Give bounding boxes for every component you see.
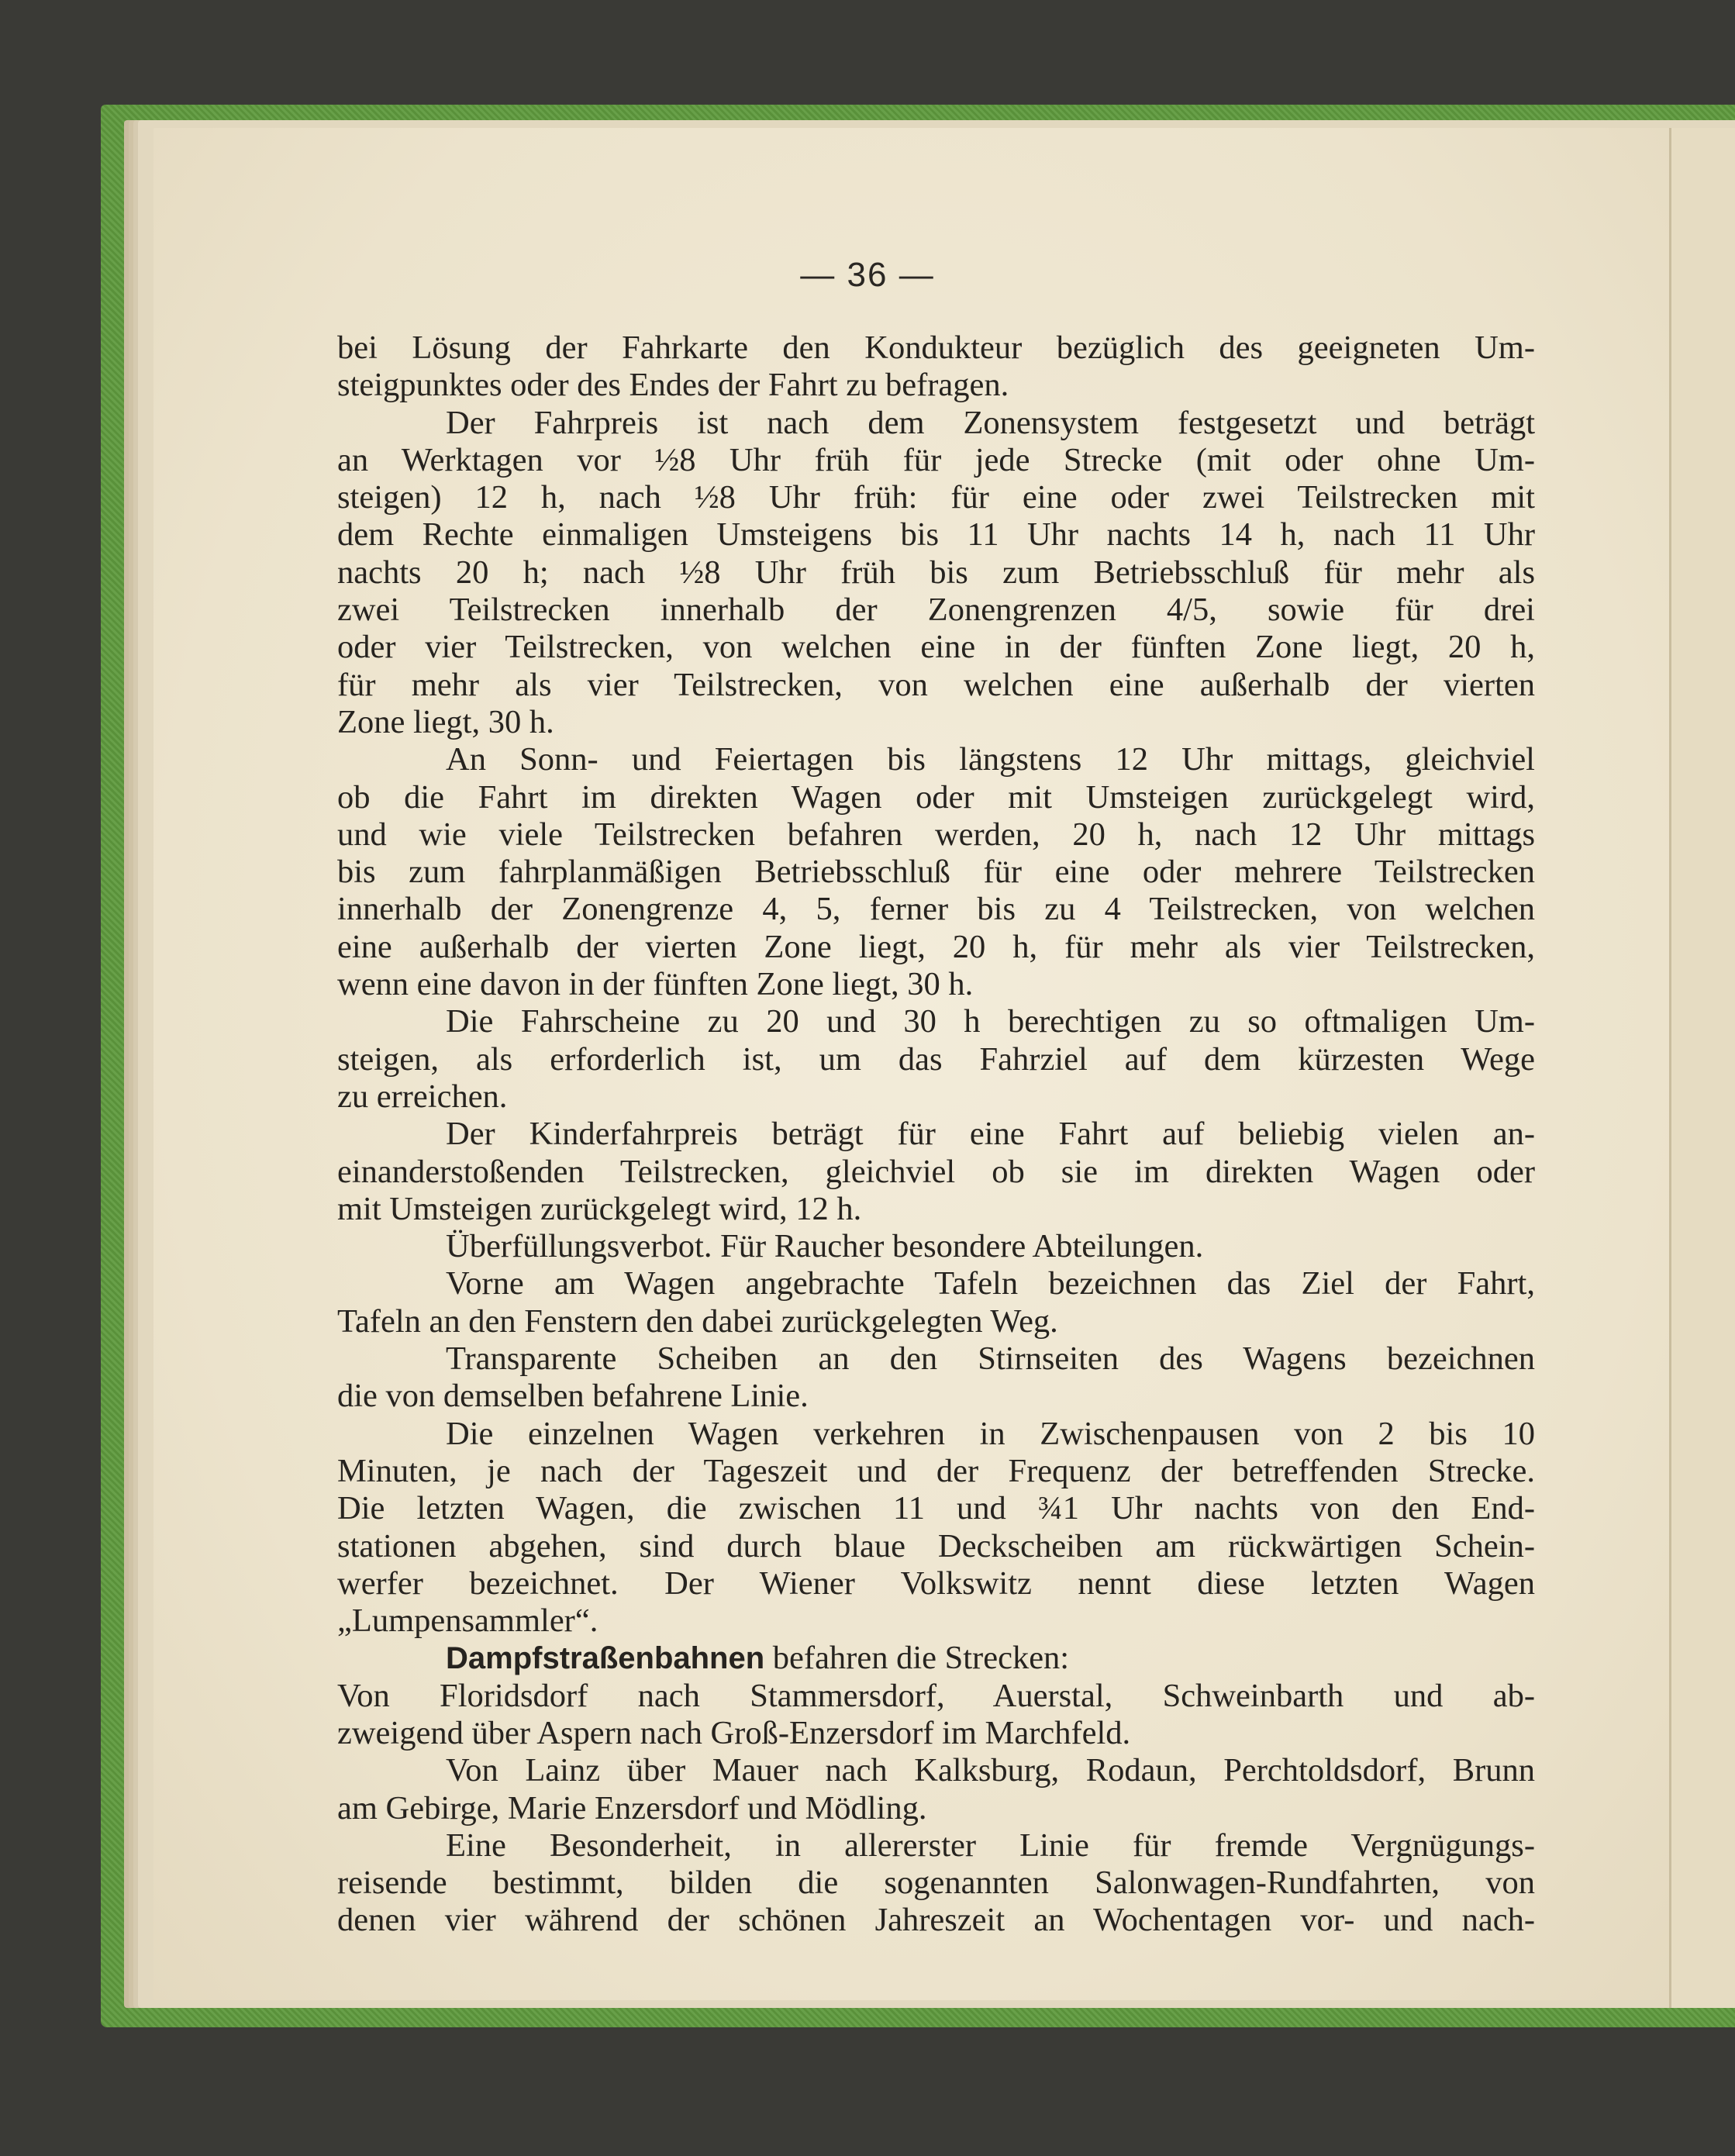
text-line	[337, 405, 1535, 442]
facing-page-edge	[1669, 128, 1735, 2008]
text-line	[337, 1154, 1535, 1191]
text-line	[337, 1416, 1535, 1453]
text-line	[337, 741, 1535, 778]
text-line-content: stationen abgehen, sind durch blaue Deckscheiben am rückwärtigen Schein-	[337, 1527, 1535, 1564]
text-line	[337, 1041, 1535, 1078]
text-line-content: bis zum fahrplanmäßigen Betriebsschluß für eine oder mehrere Teilstrecken	[337, 854, 1535, 891]
text-line-content: zwei Teilstrecken innerhalb der Zonengrenzen 4/5, sowie für drei	[337, 592, 1535, 629]
text-line-content: oder vier Teilstrecken, von welchen eine in der fünften Zone liegt, 20 h,	[337, 629, 1535, 666]
text-line-content: Tafeln an den Fenstern den dabei zurückgelegten Weg.	[337, 1302, 1058, 1340]
text-line	[337, 1715, 1535, 1752]
text-line-content: nachts 20 h; nach ½8 Uhr früh bis zum Betriebsschluß für mehr als	[337, 554, 1535, 591]
text-line-content: „Lumpensammler“.	[337, 1602, 598, 1640]
text-line	[337, 1752, 1535, 1789]
text-line-content: steigen, als erforderlich ist, um das Fahrziel auf dem kürzesten Wege	[337, 1040, 1535, 1078]
text-line	[337, 1902, 1535, 1939]
text-line	[337, 516, 1535, 554]
text-line-content: steigpunktes oder des Endes der Fahrt zu befragen.	[337, 367, 1009, 404]
text-line	[337, 1303, 1535, 1340]
text-line	[337, 629, 1535, 666]
text-line	[337, 1378, 1535, 1415]
text-line	[337, 554, 1535, 592]
text-line-content: Von Floridsdorf nach Stammersdorf, Auerstal, Schweinbarth und ab-	[337, 1677, 1535, 1714]
text-line	[337, 1003, 1535, 1040]
text-line	[337, 1453, 1535, 1490]
body-text	[337, 329, 1535, 1940]
text-line-content: Die einzelnen Wagen verkehren in Zwischenpausen von 2 bis 10	[446, 1415, 1535, 1452]
text-line-content: wenn eine davon in der fünften Zone liegt, 30 h.	[337, 966, 974, 1003]
text-line-content: eine außerhalb der vierten Zone liegt, 20 h, für mehr als vier Teilstrecken,	[337, 928, 1535, 965]
text-line	[337, 1565, 1535, 1602]
text-line	[337, 1340, 1535, 1378]
text-line	[337, 1228, 1535, 1265]
text-line	[337, 966, 1535, 1003]
text-line-content: mit Umsteigen zurückgelegt wird, 12 h.	[337, 1190, 862, 1227]
text-line	[337, 1865, 1535, 1902]
text-line-content: Die letzten Wagen, die zwischen 11 und ¾1 Uhr nachts von den End-	[337, 1490, 1535, 1527]
text-line	[337, 667, 1535, 704]
text-line	[337, 779, 1535, 816]
text-line	[337, 1790, 1535, 1827]
text-line	[337, 329, 1535, 367]
text-line	[337, 1640, 1535, 1677]
text-line-content: und wie viele Teilstrecken befahren werden, 20 h, nach 12 Uhr mittags	[337, 816, 1535, 853]
text-line-content: Vorne am Wagen angebrachte Tafeln bezeichnen das Ziel der Fahrt,	[446, 1265, 1535, 1302]
text-line	[337, 1602, 1535, 1640]
page-number: — 36 —	[800, 256, 935, 294]
text-line-content: zu erreichen.	[337, 1078, 508, 1115]
text-line-content: Der Fahrpreis ist nach dem Zonensystem festgesetzt und beträgt	[446, 404, 1535, 441]
text-line-content: An Sonn- und Feiertagen bis längstens 12 Uhr mittags, gleichviel	[446, 741, 1535, 778]
text-line-content: werfer bezeichnet. Der Wiener Volkswitz nennt diese letzten Wagen	[337, 1564, 1535, 1602]
text-line-content: bei Lösung der Fahrkarte den Kondukteur bezüglich des geeigneten Um-	[337, 329, 1535, 366]
text-line	[337, 1490, 1535, 1527]
text-line-content: Minuten, je nach der Tageszeit und der Frequenz der betreffenden Strecke.	[337, 1452, 1535, 1489]
text-line-content: Überfüllungsverbot. Für Raucher besondere Abteilungen.	[446, 1228, 1204, 1265]
text-line	[337, 479, 1535, 516]
text-line	[337, 1116, 1535, 1153]
text-line-content: Zone liegt, 30 h.	[337, 703, 554, 740]
text-line	[337, 854, 1535, 891]
text-line-content: Der Kinderfahrpreis beträgt für eine Fahrt auf beliebig vielen an-	[446, 1116, 1535, 1153]
text-line-content: reisende bestimmt, bilden die sogenannten Salonwagen-Rundfahrten, von	[337, 1865, 1535, 1902]
text-line	[337, 1191, 1535, 1228]
text-line-content: befahren die Strecken:	[772, 1640, 1070, 1677]
text-line	[337, 1078, 1535, 1116]
text-line-content: Eine Besonderheit, in allererster Linie für fremde Vergnügungs-	[446, 1827, 1535, 1864]
text-line-content: ob die Fahrt im direkten Wagen oder mit Umsteigen zurückgelegt wird,	[337, 778, 1535, 816]
text-line	[337, 891, 1535, 928]
text-line-content: am Gebirge, Marie Enzersdorf und Mödling.	[337, 1789, 927, 1827]
text-line-content: zweigend über Aspern nach Groß-Enzersdorf im Marchfeld.	[337, 1714, 1131, 1751]
text-line	[337, 1528, 1535, 1565]
text-line-content: dem Rechte einmaligen Umsteigens bis 11 Uhr nachts 14 h, nach 11 Uhr	[337, 516, 1535, 554]
text-line	[337, 929, 1535, 966]
text-line	[337, 442, 1535, 479]
section-heading: Dampfstraßenbahnen	[446, 1641, 765, 1676]
text-line-content: innerhalb der Zonengrenze 4, 5, ferner bis zu 4 Teilstrecken, von welchen	[337, 891, 1535, 928]
text-line-content: Die Fahrscheine zu 20 und 30 h berechtigen zu so oftmaligen Um-	[446, 1003, 1535, 1040]
text-line-content: denen vier während der schönen Jahreszeit an Wochentagen vor- und nach-	[337, 1902, 1535, 1939]
text-line-content: an Werktagen vor ½8 Uhr früh für jede Strecke (mit oder ohne Um-	[337, 441, 1535, 478]
text-line-content: steigen) 12 h, nach ½8 Uhr früh: für eine oder zwei Teilstrecken mit	[337, 479, 1535, 516]
text-line	[337, 592, 1535, 629]
text-line	[337, 1827, 1535, 1865]
text-line-content: einanderstoßenden Teilstrecken, gleichviel ob sie im direkten Wagen oder	[337, 1153, 1535, 1190]
text-line-content: Von Lainz über Mauer nach Kalksburg, Rodaun, Perchtoldsdorf, Brunn	[446, 1752, 1535, 1789]
text-line	[337, 816, 1535, 854]
text-line	[337, 1265, 1535, 1302]
text-line-content: die von demselben befahrene Linie.	[337, 1378, 809, 1415]
text-line	[337, 704, 1535, 741]
text-line	[337, 367, 1535, 404]
text-line	[337, 1678, 1535, 1715]
text-line-content: für mehr als vier Teilstrecken, von welchen eine außerhalb der vierten	[337, 666, 1535, 703]
text-line-content: Transparente Scheiben an den Stirnseiten des Wagens bezeichnen	[446, 1340, 1535, 1378]
